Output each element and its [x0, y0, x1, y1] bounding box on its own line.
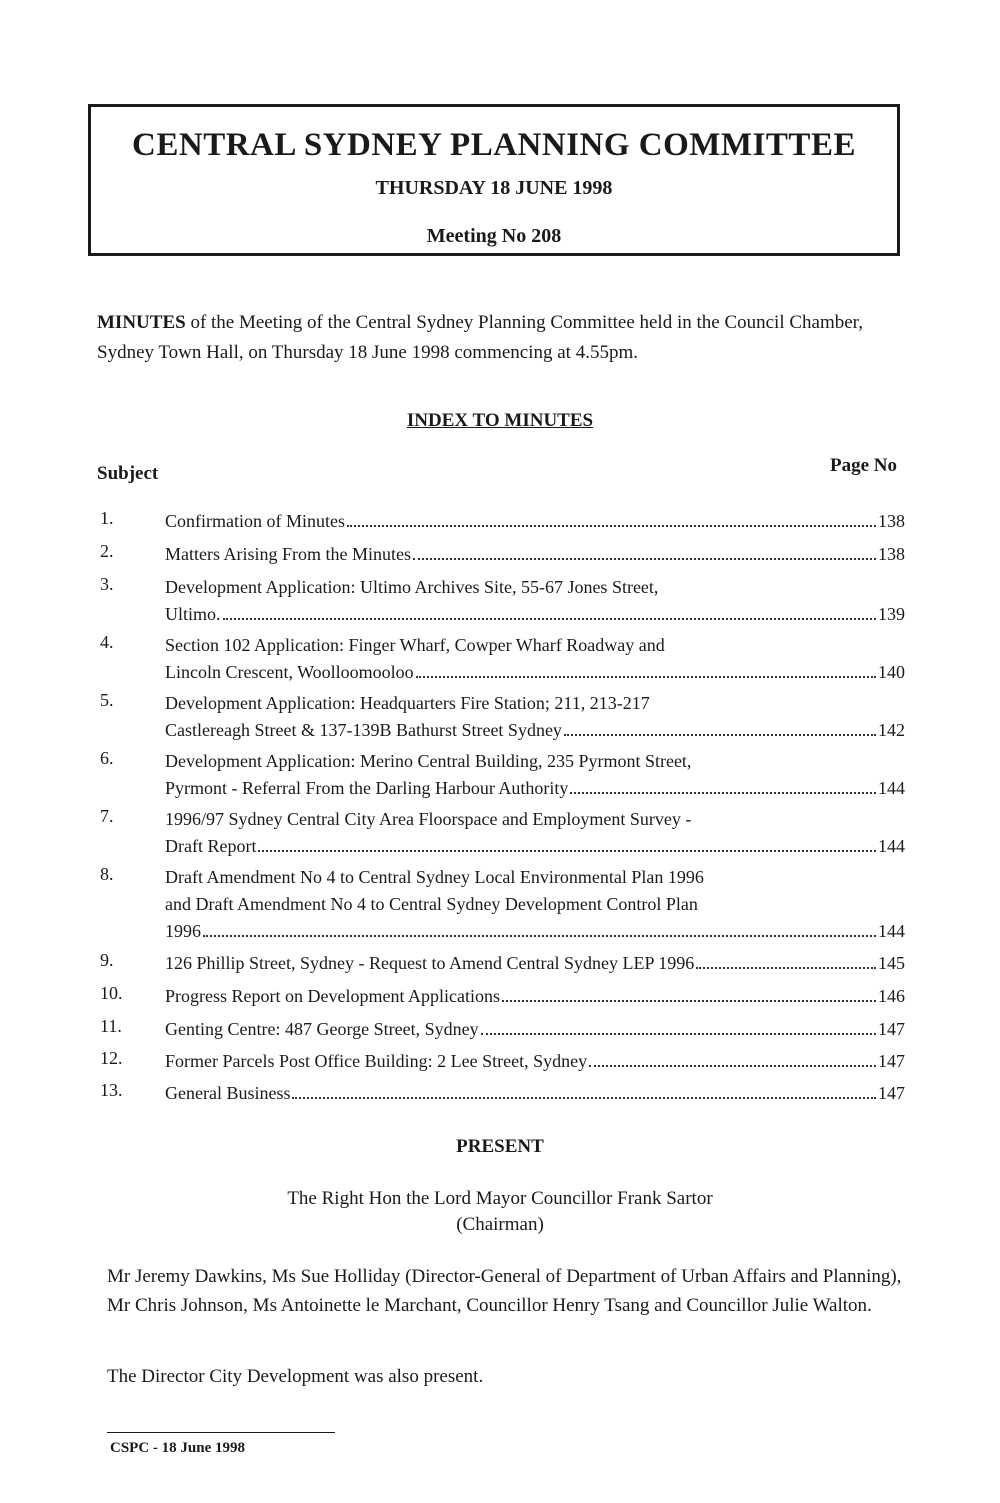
index-item-page: 147	[878, 1019, 905, 1039]
index-item-number: 1.	[100, 508, 114, 528]
index-item-leader-line	[165, 1048, 905, 1075]
index-item-leader-line	[165, 918, 905, 945]
dot-leader	[502, 1000, 876, 1002]
dot-leader	[481, 1033, 876, 1035]
chairman-name: The Right Hon the Lord Mayor Councillor Frank Sartor	[287, 1188, 713, 1209]
index-item-text: Development Application: Ultimo Archives Site, 55-67 Jones Street,	[165, 577, 659, 597]
index-item-number: 6.	[100, 748, 114, 768]
index-item-body	[165, 806, 905, 860]
index-item-body	[165, 748, 905, 802]
index-item-page: 144	[878, 778, 905, 798]
index-item-leader-line	[165, 659, 905, 686]
index-item-page: 146	[878, 986, 905, 1006]
committee-title: CENTRAL SYDNEY PLANNING COMMITTEE	[132, 127, 856, 163]
index-item-text: Development Application: Merino Central Building, 235 Pyrmont Street,	[165, 751, 692, 771]
index-item-body	[165, 541, 905, 568]
index-item-text: Lincoln Crescent, Woolloomooloo	[165, 662, 414, 682]
intro-paragraph	[97, 308, 905, 368]
dot-leader	[413, 558, 876, 560]
index-item-text: Development Application: Headquarters Fire Station; 211, 213-217	[165, 693, 650, 713]
index-item-number: 12.	[100, 1048, 123, 1068]
dot-leader	[589, 1065, 876, 1067]
index-item-number: 5.	[100, 690, 114, 710]
chairman-role: (Chairman)	[456, 1214, 544, 1235]
index-item-text: Section 102 Application: Finger Wharf, Cowper Wharf Roadway and	[165, 635, 665, 655]
index-item-body	[165, 690, 905, 744]
index-item-leader-line	[165, 1080, 905, 1107]
index-item-text: and Draft Amendment No 4 to Central Sydney Development Control Plan	[165, 894, 698, 914]
index-item-body	[165, 508, 905, 535]
page-column-label: Page No	[829, 455, 897, 476]
chairman-block	[0, 1186, 1000, 1238]
index-item-text: 126 Phillip Street, Sydney - Request to Amend Central Sydney LEP 1996	[165, 953, 695, 973]
index-item-number: 9.	[100, 950, 114, 970]
index-item-page: 142	[878, 720, 905, 740]
index-item-leader-line	[165, 601, 905, 628]
index-item-leader-line	[165, 1016, 905, 1043]
also-present: The Director City Development was also present.	[107, 1366, 484, 1387]
index-item-number: 10.	[100, 983, 123, 1003]
index-item-number: 3.	[100, 574, 114, 594]
index-item-text: Confirmation of Minutes	[165, 511, 345, 531]
index-item-body	[165, 574, 905, 628]
index-item-body	[165, 950, 905, 977]
index-item-page: 145	[878, 953, 905, 973]
index-item-number: 4.	[100, 632, 114, 652]
meeting-date: THURSDAY 18 JUNE 1998	[375, 177, 613, 199]
index-item-text: 1996	[165, 921, 201, 941]
index-item-leader-line	[165, 717, 905, 744]
dot-leader	[570, 792, 876, 794]
index-item-text: Draft Amendment No 4 to Central Sydney Local Environmental Plan 1996	[165, 867, 704, 887]
index-item-text: Genting Centre: 487 George Street, Sydney	[165, 1019, 479, 1039]
index-item-number: 13.	[100, 1080, 123, 1100]
index-item-page: 147	[878, 1051, 905, 1071]
dot-leader	[203, 935, 876, 937]
index-item-text: Castlereagh Street & 137-139B Bathurst Street Sydney	[165, 720, 562, 740]
index-item-leader-line	[165, 541, 905, 568]
dot-leader	[258, 850, 876, 852]
index-item-text: Pyrmont - Referral From the Darling Harbour Authority	[165, 778, 569, 798]
index-item-leader-line	[165, 950, 905, 977]
index-item-leader-line	[165, 983, 905, 1010]
index-item-body	[165, 1080, 905, 1107]
footer-text: CSPC - 18 June 1998	[110, 1440, 246, 1456]
index-item-page: 144	[878, 921, 905, 941]
dot-leader	[347, 525, 876, 527]
index-item-number: 2.	[100, 541, 114, 561]
index-heading: INDEX TO MINUTES	[406, 410, 594, 431]
index-item-leader-line	[165, 508, 905, 535]
index-item-text: Former Parcels Post Office Building: 2 Lee Street, Sydney	[165, 1051, 588, 1071]
meeting-number: Meeting No 208	[426, 225, 562, 247]
dot-leader	[292, 1097, 876, 1099]
index-item-body	[165, 1016, 905, 1043]
index-item-page: 144	[878, 836, 905, 856]
index-item-body	[165, 864, 905, 945]
index-item-number: 11.	[100, 1016, 122, 1036]
dot-leader	[223, 618, 876, 620]
index-item-number: 8.	[100, 864, 114, 884]
index-item-page: 138	[878, 544, 905, 564]
dot-leader	[696, 967, 876, 969]
dot-leader	[416, 676, 876, 678]
index-item-text: General Business	[165, 1083, 291, 1103]
dot-leader	[564, 734, 876, 736]
index-item-text: 1996/97 Sydney Central City Area Floorspace and Employment Survey -	[165, 809, 692, 829]
index-item-page: 138	[878, 511, 905, 531]
intro-text: of the Meeting of the Central Sydney Planning Committee held in the Council Chamber, Sydney Town Hall, on Thursday 18 June 1998 commencing at 4.55pm.	[97, 312, 863, 363]
intro-lead: MINUTES	[97, 312, 186, 333]
index-item-text: Ultimo.	[165, 604, 221, 624]
members-present: Mr Jeremy Dawkins, Ms Sue Holliday (Director-General of Department of Urban Affairs and Planning), Mr Chris Johnson, Ms Antoinette le Marchant, Councillor Henry Tsang and Councillor Julie Walton.	[107, 1266, 902, 1316]
index-item-body	[165, 983, 905, 1010]
index-item-text: Progress Report on Development Applications	[165, 986, 500, 1006]
present-heading: PRESENT	[456, 1136, 544, 1157]
index-item-leader-line	[165, 833, 905, 860]
subject-column-label: Subject	[97, 463, 159, 484]
index-item-body	[165, 632, 905, 686]
index-item-body	[165, 1048, 905, 1075]
index-item-number: 7.	[100, 806, 114, 826]
index-item-text: Matters Arising From the Minutes	[165, 544, 411, 564]
index-item-page: 147	[878, 1083, 905, 1103]
index-item-text: Draft Report	[165, 836, 257, 856]
header-box	[88, 104, 900, 256]
index-item-leader-line	[165, 775, 905, 802]
index-item-page: 140	[878, 662, 905, 682]
index-item-page: 139	[878, 604, 905, 624]
footer-rule	[107, 1432, 335, 1433]
